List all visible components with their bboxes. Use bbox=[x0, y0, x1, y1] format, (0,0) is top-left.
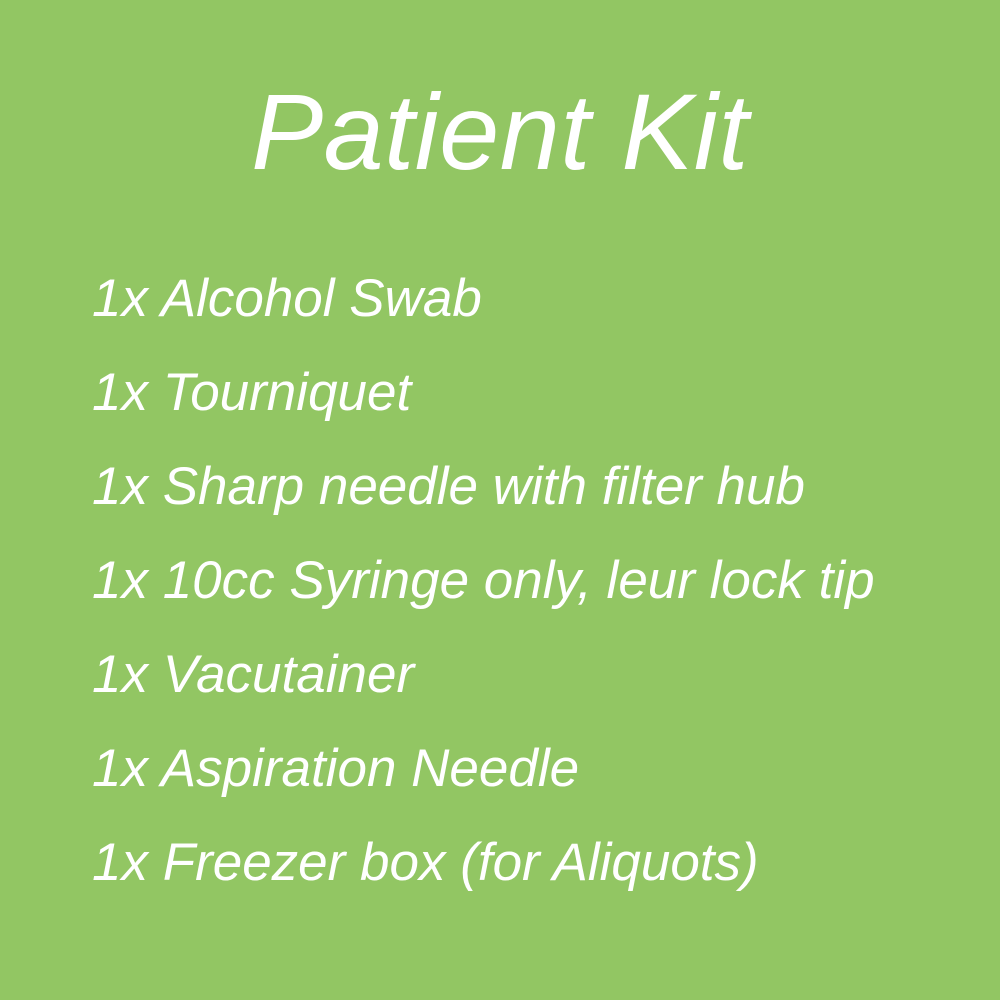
kit-contents-list bbox=[0, 252, 1000, 910]
list-item: 1x Aspiration Needle bbox=[92, 739, 580, 798]
list-item: 1x Vacutainer bbox=[92, 645, 415, 704]
list-item: 1x Alcohol Swab bbox=[92, 269, 482, 328]
list-item: 1x Sharp needle with filter hub bbox=[92, 457, 805, 516]
list-item: 1x 10cc Syringe only, leur lock tip bbox=[92, 551, 875, 610]
list-item: 1x Freezer box (for Aliquots) bbox=[92, 833, 759, 892]
page-title: Patient Kit bbox=[251, 71, 749, 192]
list-item: 1x Tourniquet bbox=[92, 363, 412, 422]
